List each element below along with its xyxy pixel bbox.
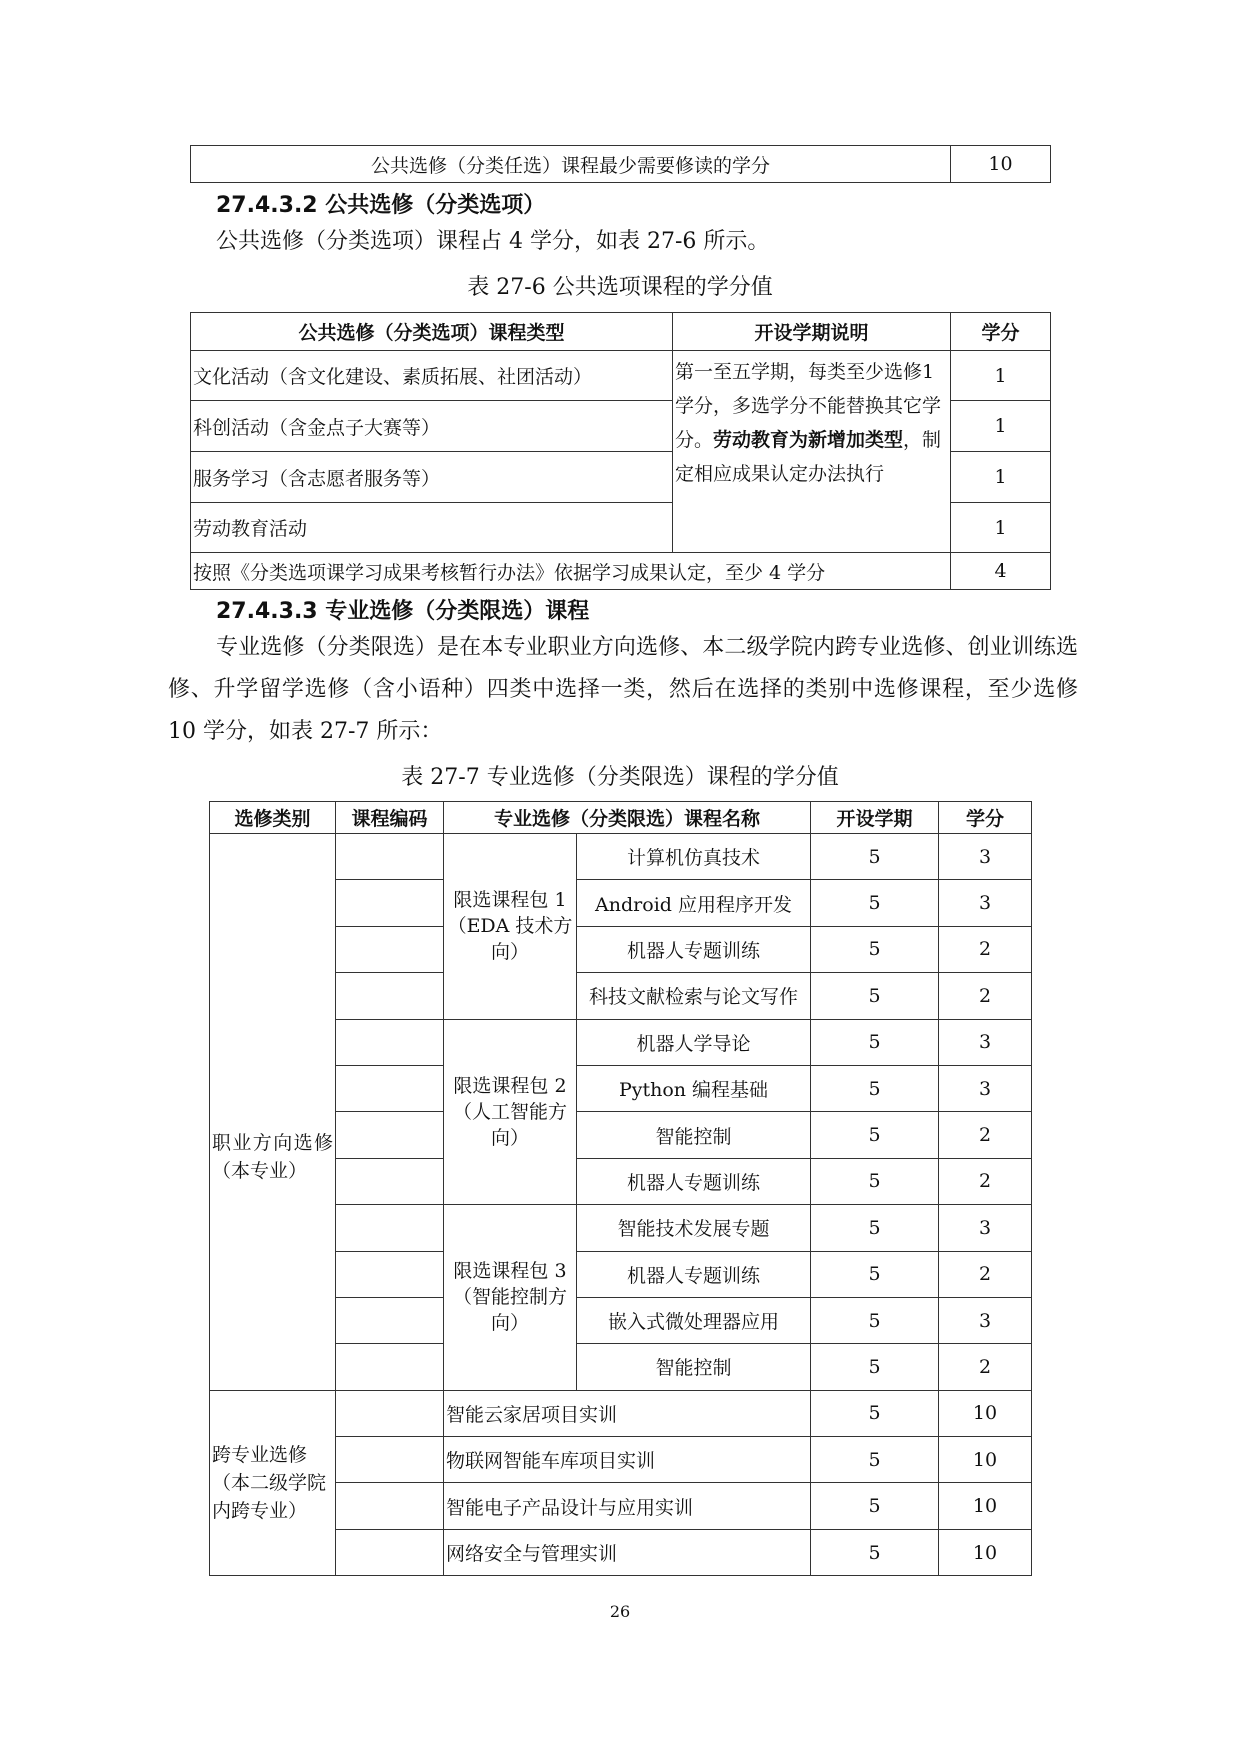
term-cell: 5 <box>811 1390 939 1436</box>
course-code-cell <box>336 834 444 880</box>
course-name-cell: 机器人学导论 <box>577 1019 811 1065</box>
table-row <box>210 1390 1032 1436</box>
credit-cell: 2 <box>939 1158 1032 1204</box>
table-27-7 <box>209 801 1032 1576</box>
footer-cell: 按照《分类选项课学习成果考核暂行办法》依据学习成果认定，至少 4 学分 <box>191 553 951 590</box>
course-code-cell <box>336 1297 444 1343</box>
type-cell: 劳动教育活动 <box>191 503 673 553</box>
course-code-cell <box>336 1065 444 1111</box>
credit-cell: 3 <box>939 1065 1032 1111</box>
course-name-cell: 科技文献检索与论文写作 <box>577 973 811 1019</box>
course-code-cell <box>336 1529 444 1575</box>
header-term: 开设学期说明 <box>673 313 951 351</box>
term-note <box>673 351 951 553</box>
section-2-paragraph: 公共选修（分类选项）课程占 4 学分，如表 27-6 所示。 <box>216 229 770 254</box>
term-cell: 5 <box>811 1112 939 1158</box>
credit-cell: 10 <box>939 1390 1032 1436</box>
course-code-cell <box>336 1390 444 1436</box>
course-code-cell <box>336 926 444 972</box>
course-name-cell: 物联网智能车库项目实训 <box>444 1437 811 1483</box>
page-number: 26 <box>609 1602 631 1621</box>
summary-label: 公共选修（分类任选）课程最少需要修读的学分 <box>191 146 951 183</box>
credit-cell: 1 <box>951 452 1051 503</box>
term-cell: 5 <box>811 973 939 1019</box>
header-type: 公共选修（分类选项）课程类型 <box>191 313 673 351</box>
type-cell: 科创活动（含金点子大赛等） <box>191 401 673 452</box>
course-code-cell <box>336 1251 444 1297</box>
credit-cell: 10 <box>939 1529 1032 1575</box>
course-name-cell: 智能电子产品设计与应用实训 <box>444 1483 811 1529</box>
course-code-cell <box>336 1112 444 1158</box>
term-cell: 5 <box>811 1297 939 1343</box>
type-cell: 服务学习（含志愿者服务等） <box>191 452 673 503</box>
course-name-cell: 智能云家居项目实训 <box>444 1390 811 1436</box>
term-cell: 5 <box>811 1344 939 1390</box>
credit-cell: 2 <box>939 1344 1032 1390</box>
term-cell: 5 <box>811 1483 939 1529</box>
header-term: 开设学期 <box>811 802 939 834</box>
type-cell: 文化活动（含文化建设、素质拓展、社团活动） <box>191 351 673 401</box>
credit-cell: 10 <box>939 1437 1032 1483</box>
section-3-paragraph: 专业选修（分类限选）是在本专业职业方向选修、本二级学院内跨专业选修、创业训练选修、升学留学选修（含小语种）四类中选择一类，然后在选择的类别中选修课程，至少选修 10 学分，如表 27-7 所示： <box>168 635 1078 744</box>
header-code: 课程编码 <box>336 802 444 834</box>
credit-cell: 3 <box>939 1205 1032 1251</box>
course-name-cell: 智能技术发展专题 <box>577 1205 811 1251</box>
credit-cell: 1 <box>951 351 1051 401</box>
term-cell: 5 <box>811 1158 939 1204</box>
term-cell: 5 <box>811 834 939 880</box>
package-cell: 限选课程包 3（智能控制方向） <box>444 1205 577 1391</box>
course-code-cell <box>336 1344 444 1390</box>
course-code-cell <box>336 1019 444 1065</box>
course-name-cell: Android 应用程序开发 <box>577 880 811 926</box>
note-text: 第一至五学期，每类至少选修1 学分，多选学分不能替换其它学分。 <box>675 361 942 451</box>
course-name-cell: 机器人专题训练 <box>577 926 811 972</box>
course-name-cell: Python 编程基础 <box>577 1065 811 1111</box>
summary-value: 10 <box>951 146 1051 183</box>
package-cell: 限选课程包 2（人工智能方向） <box>444 1019 577 1205</box>
term-cell: 5 <box>811 1251 939 1297</box>
credit-cell: 3 <box>939 834 1032 880</box>
course-code-cell <box>336 1205 444 1251</box>
header-category: 选修类别 <box>210 802 336 834</box>
table-row <box>210 834 1032 880</box>
course-name-cell: 智能控制 <box>577 1344 811 1390</box>
package-cell: 限选课程包 1（EDA 技术方向） <box>444 834 577 1020</box>
course-name-cell: 计算机仿真技术 <box>577 834 811 880</box>
note-text-end: ，制定相应成果认定办法执行 <box>675 429 942 485</box>
header-credit: 学分 <box>951 313 1051 351</box>
section-heading-27-4-3-2: 27.4.3.2 公共选修（分类选项） <box>216 193 546 218</box>
header-credit: 学分 <box>939 802 1032 834</box>
credit-cell: 10 <box>939 1483 1032 1529</box>
credit-cell: 2 <box>939 973 1032 1019</box>
course-code-cell <box>336 1437 444 1483</box>
term-cell: 5 <box>811 1019 939 1065</box>
credit-cell: 2 <box>939 1112 1032 1158</box>
course-name-cell: 机器人专题训练 <box>577 1251 811 1297</box>
category-cell: 跨专业选修（本二级学院内跨专业） <box>210 1390 336 1576</box>
term-cell: 5 <box>811 1065 939 1111</box>
credit-cell: 3 <box>939 1297 1032 1343</box>
course-code-cell <box>336 973 444 1019</box>
section-heading-27-4-3-3: 27.4.3.3 专业选修（分类限选）课程 <box>216 599 590 624</box>
course-code-cell <box>336 1158 444 1204</box>
term-cell: 5 <box>811 880 939 926</box>
category-cell: 职业方向选修（本专业） <box>210 834 336 1391</box>
term-cell: 5 <box>811 926 939 972</box>
credit-cell: 3 <box>939 880 1032 926</box>
table-27-6 <box>190 312 1051 590</box>
credit-cell: 3 <box>939 1019 1032 1065</box>
term-cell: 5 <box>811 1437 939 1483</box>
term-cell: 5 <box>811 1205 939 1251</box>
course-name-cell: 机器人专题训练 <box>577 1158 811 1204</box>
course-name-cell: 网络安全与管理实训 <box>444 1529 811 1575</box>
table-27-7-caption: 表 27-7 专业选修（分类限选）课程的学分值 <box>401 765 839 790</box>
term-cell: 5 <box>811 1529 939 1575</box>
footer-value: 4 <box>951 553 1051 590</box>
credit-cell: 2 <box>939 1251 1032 1297</box>
credit-cell: 1 <box>951 401 1051 452</box>
course-code-cell <box>336 1483 444 1529</box>
note-bold-text: 劳动教育为新增加类型 <box>713 429 904 451</box>
table-prev-summary <box>190 145 1051 183</box>
table-27-6-caption: 表 27-6 公共选项课程的学分值 <box>467 275 773 300</box>
credit-cell: 2 <box>939 926 1032 972</box>
credit-cell: 1 <box>951 503 1051 553</box>
course-name-cell: 嵌入式微处理器应用 <box>577 1297 811 1343</box>
course-code-cell <box>336 880 444 926</box>
course-name-cell: 智能控制 <box>577 1112 811 1158</box>
header-course-name: 专业选修（分类限选）课程名称 <box>444 802 811 834</box>
